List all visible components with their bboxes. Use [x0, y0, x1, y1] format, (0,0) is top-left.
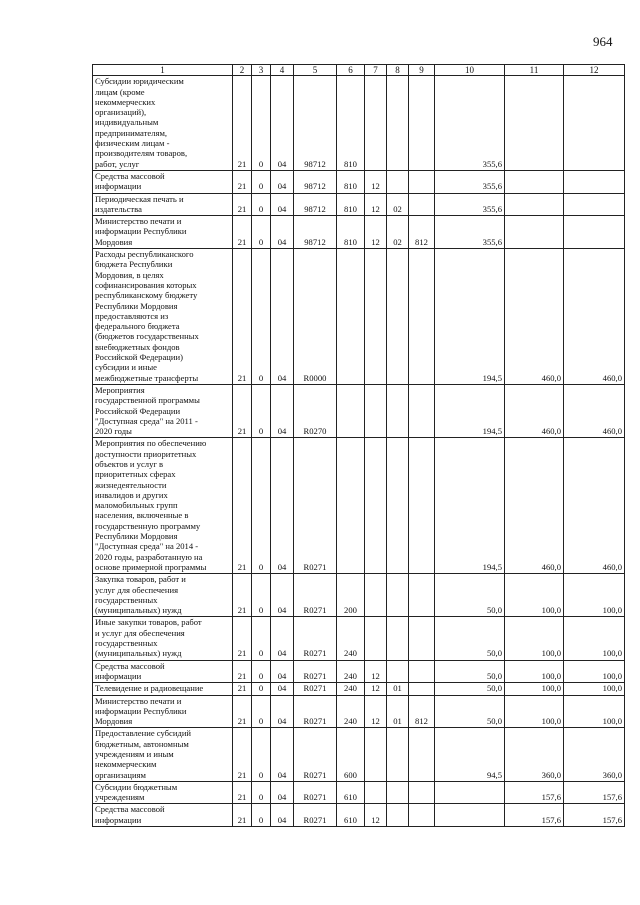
row-value-cell	[365, 728, 387, 781]
row-value-cell: 04	[271, 76, 294, 171]
row-value-cell: 157,6	[505, 804, 564, 827]
row-value-cell: 0	[252, 695, 271, 728]
row-value-cell	[365, 781, 387, 804]
row-value-cell: 21	[233, 695, 252, 728]
table-row	[93, 781, 625, 804]
row-value-cell	[387, 728, 409, 781]
table-row	[93, 728, 625, 781]
row-value-cell: 04	[271, 438, 294, 574]
row-value-cell	[409, 683, 435, 695]
row-value-cell	[365, 438, 387, 574]
row-value-cell: 21	[233, 660, 252, 683]
row-value-cell: 0	[252, 384, 271, 437]
column-header: 12	[564, 65, 625, 76]
row-value-cell	[365, 617, 387, 660]
row-value-cell: 01	[387, 695, 409, 728]
row-value-cell	[337, 438, 365, 574]
row-value-cell: 194,5	[435, 249, 505, 385]
row-value-cell: 04	[271, 384, 294, 437]
table-row	[93, 216, 625, 249]
row-value-cell: 100,0	[564, 660, 625, 683]
row-value-cell: 240	[337, 695, 365, 728]
table-row	[93, 660, 625, 683]
table-row	[93, 574, 625, 617]
row-value-cell	[409, 728, 435, 781]
row-value-cell: 12	[365, 660, 387, 683]
row-value-cell: R0271	[294, 683, 337, 695]
column-header: 8	[387, 65, 409, 76]
row-value-cell: 240	[337, 617, 365, 660]
row-name-cell: Субсидии юридическим лицам (кроме некоммерческих организаций), индивидуальным предпринимателям, физическим лицам - производителям товаров, работ, услуг	[93, 76, 233, 171]
row-value-cell: 600	[337, 728, 365, 781]
table-row	[93, 193, 625, 216]
table-row	[93, 695, 625, 728]
row-value-cell	[387, 574, 409, 617]
row-value-cell: 610	[337, 781, 365, 804]
row-value-cell: 04	[271, 216, 294, 249]
row-value-cell: 100,0	[505, 617, 564, 660]
table-header-row	[93, 65, 625, 76]
row-name-cell: Средства массовой информации	[93, 170, 233, 193]
row-value-cell	[387, 76, 409, 171]
row-value-cell: R0271	[294, 695, 337, 728]
row-value-cell	[409, 76, 435, 171]
row-value-cell	[365, 384, 387, 437]
row-value-cell	[387, 438, 409, 574]
row-value-cell	[435, 804, 505, 827]
row-value-cell	[505, 170, 564, 193]
row-value-cell: 21	[233, 781, 252, 804]
row-value-cell: 12	[365, 804, 387, 827]
row-name-cell: Мероприятия по обеспечению доступности приоритетных объектов и услуг в приоритетных сферах жизнедеятельности инвалидов и других маломобильных групп населения, включенные в государственную программу Республики Мордовия "Доступная среда" на 2014 - 2020 годы, разработанную на основе примерной программы	[93, 438, 233, 574]
row-name-cell: Расходы республиканского бюджета Республики Мордовия, в целях софинансирования которых республиканскому бюджету Республики Мордовия предоставляются из федерального бюджета (бюджетов государственных внебюджетных фондов Российской Федерации) субсидии и иные межбюджетные трансферты	[93, 249, 233, 385]
row-value-cell: 0	[252, 216, 271, 249]
row-value-cell: 94,5	[435, 728, 505, 781]
column-header: 6	[337, 65, 365, 76]
row-value-cell: 04	[271, 249, 294, 385]
row-value-cell: R0271	[294, 781, 337, 804]
row-value-cell: 04	[271, 683, 294, 695]
row-value-cell	[409, 170, 435, 193]
row-value-cell: 194,5	[435, 384, 505, 437]
column-header: 4	[271, 65, 294, 76]
row-value-cell: 0	[252, 193, 271, 216]
column-header: 2	[233, 65, 252, 76]
table-row	[93, 249, 625, 385]
table-row	[93, 76, 625, 171]
row-value-cell: 0	[252, 660, 271, 683]
row-value-cell: 50,0	[435, 574, 505, 617]
row-value-cell: 100,0	[564, 695, 625, 728]
row-value-cell: 04	[271, 170, 294, 193]
table-row	[93, 170, 625, 193]
column-header: 3	[252, 65, 271, 76]
row-value-cell: 460,0	[505, 249, 564, 385]
row-value-cell: 0	[252, 249, 271, 385]
row-value-cell	[505, 193, 564, 216]
row-value-cell: 02	[387, 193, 409, 216]
row-value-cell: 0	[252, 728, 271, 781]
row-value-cell	[365, 76, 387, 171]
row-value-cell: 98712	[294, 76, 337, 171]
row-name-cell: Средства массовой информации	[93, 660, 233, 683]
row-value-cell: 04	[271, 804, 294, 827]
row-value-cell: R0271	[294, 574, 337, 617]
row-value-cell: 0	[252, 438, 271, 574]
row-value-cell	[409, 384, 435, 437]
row-value-cell: 355,6	[435, 170, 505, 193]
row-value-cell: 21	[233, 193, 252, 216]
row-value-cell: 355,6	[435, 193, 505, 216]
table-row	[93, 804, 625, 827]
row-value-cell	[409, 574, 435, 617]
column-header: 10	[435, 65, 505, 76]
row-value-cell	[409, 804, 435, 827]
row-value-cell: 21	[233, 170, 252, 193]
row-name-cell: Министерство печати и информации Республики Мордовия	[93, 695, 233, 728]
row-value-cell	[387, 249, 409, 385]
row-value-cell: 04	[271, 193, 294, 216]
row-value-cell	[409, 193, 435, 216]
table-row	[93, 617, 625, 660]
row-value-cell: 810	[337, 216, 365, 249]
row-value-cell: R0000	[294, 249, 337, 385]
row-value-cell	[387, 384, 409, 437]
row-value-cell: 460,0	[505, 438, 564, 574]
row-value-cell	[365, 249, 387, 385]
row-value-cell: 21	[233, 249, 252, 385]
row-value-cell	[409, 660, 435, 683]
row-name-cell: Периодическая печать и издательства	[93, 193, 233, 216]
row-value-cell: 355,6	[435, 76, 505, 171]
row-value-cell: 0	[252, 617, 271, 660]
row-value-cell	[435, 781, 505, 804]
row-value-cell: 98712	[294, 193, 337, 216]
row-value-cell	[387, 170, 409, 193]
row-value-cell	[409, 249, 435, 385]
row-value-cell: 100,0	[505, 695, 564, 728]
row-value-cell: 21	[233, 384, 252, 437]
row-value-cell: 12	[365, 193, 387, 216]
row-value-cell: 0	[252, 804, 271, 827]
row-value-cell: 100,0	[564, 574, 625, 617]
row-value-cell: R0271	[294, 728, 337, 781]
column-header: 5	[294, 65, 337, 76]
row-value-cell: 04	[271, 617, 294, 660]
row-value-cell: 240	[337, 683, 365, 695]
row-value-cell: 04	[271, 660, 294, 683]
table-body	[93, 76, 625, 827]
row-value-cell: 04	[271, 574, 294, 617]
row-value-cell	[409, 438, 435, 574]
row-value-cell: 100,0	[505, 574, 564, 617]
row-value-cell	[387, 660, 409, 683]
row-value-cell: 0	[252, 683, 271, 695]
row-name-cell: Телевидение и радиовещание	[93, 683, 233, 695]
row-value-cell: 460,0	[564, 384, 625, 437]
row-value-cell: 21	[233, 804, 252, 827]
row-value-cell: 812	[409, 695, 435, 728]
row-value-cell: 100,0	[564, 617, 625, 660]
table-row	[93, 683, 625, 695]
row-value-cell: 360,0	[505, 728, 564, 781]
row-value-cell: 460,0	[564, 249, 625, 385]
row-value-cell	[564, 193, 625, 216]
row-value-cell: 240	[337, 660, 365, 683]
row-value-cell: 100,0	[505, 660, 564, 683]
row-value-cell	[564, 170, 625, 193]
row-value-cell: 04	[271, 781, 294, 804]
row-value-cell: 21	[233, 216, 252, 249]
page-number: 964	[593, 34, 613, 49]
row-value-cell	[505, 216, 564, 249]
row-value-cell: 12	[365, 170, 387, 193]
row-value-cell: 04	[271, 728, 294, 781]
row-value-cell: 0	[252, 170, 271, 193]
row-value-cell	[387, 617, 409, 660]
row-value-cell: 810	[337, 76, 365, 171]
row-value-cell	[365, 574, 387, 617]
row-value-cell	[337, 384, 365, 437]
budget-table	[92, 64, 625, 827]
column-header: 1	[93, 65, 233, 76]
row-value-cell: R0270	[294, 384, 337, 437]
row-value-cell: 21	[233, 438, 252, 574]
row-value-cell: 200	[337, 574, 365, 617]
row-value-cell	[387, 804, 409, 827]
row-name-cell: Мероприятия государственной программы Российской Федерации "Доступная среда" на 2011 - 2020 годы	[93, 384, 233, 437]
row-value-cell: 460,0	[564, 438, 625, 574]
row-value-cell: 157,6	[505, 781, 564, 804]
row-value-cell: 460,0	[505, 384, 564, 437]
row-value-cell: 100,0	[505, 683, 564, 695]
column-header: 7	[365, 65, 387, 76]
row-value-cell: 50,0	[435, 660, 505, 683]
row-value-cell: 04	[271, 695, 294, 728]
row-name-cell: Закупка товаров, работ и услуг для обеспечения государственных (муниципальных) нужд	[93, 574, 233, 617]
table-row	[93, 438, 625, 574]
row-value-cell	[564, 76, 625, 171]
row-value-cell	[409, 617, 435, 660]
row-name-cell: Иные закупки товаров, работ и услуг для обеспечения государственных (муниципальных) нужд	[93, 617, 233, 660]
row-value-cell: 12	[365, 216, 387, 249]
row-value-cell	[337, 249, 365, 385]
row-value-cell: 810	[337, 170, 365, 193]
row-value-cell	[409, 781, 435, 804]
row-value-cell: 50,0	[435, 683, 505, 695]
row-value-cell: R0271	[294, 660, 337, 683]
row-value-cell	[505, 76, 564, 171]
table-row	[93, 384, 625, 437]
row-value-cell: 810	[337, 193, 365, 216]
row-value-cell: 50,0	[435, 695, 505, 728]
row-value-cell: 21	[233, 574, 252, 617]
row-value-cell: 812	[409, 216, 435, 249]
row-value-cell: 194,5	[435, 438, 505, 574]
row-value-cell: 01	[387, 683, 409, 695]
row-value-cell: 100,0	[564, 683, 625, 695]
row-value-cell	[387, 781, 409, 804]
row-name-cell: Министерство печати и информации Республики Мордовия	[93, 216, 233, 249]
row-value-cell: 157,6	[564, 804, 625, 827]
row-value-cell: 355,6	[435, 216, 505, 249]
row-value-cell: R0271	[294, 804, 337, 827]
row-name-cell: Субсидии бюджетным учреждениям	[93, 781, 233, 804]
row-value-cell: 50,0	[435, 617, 505, 660]
row-value-cell: 02	[387, 216, 409, 249]
row-value-cell: 98712	[294, 170, 337, 193]
row-value-cell: 360,0	[564, 728, 625, 781]
row-value-cell: 21	[233, 683, 252, 695]
row-value-cell: R0271	[294, 438, 337, 574]
row-value-cell: 157,6	[564, 781, 625, 804]
row-value-cell: 21	[233, 617, 252, 660]
row-value-cell: 21	[233, 76, 252, 171]
row-value-cell: 0	[252, 781, 271, 804]
row-value-cell: R0271	[294, 617, 337, 660]
column-header: 9	[409, 65, 435, 76]
row-value-cell: 610	[337, 804, 365, 827]
row-value-cell: 12	[365, 695, 387, 728]
row-name-cell: Предоставление субсидий бюджетным, автономным учреждениям и иным некоммерческим организациям	[93, 728, 233, 781]
row-value-cell: 98712	[294, 216, 337, 249]
row-value-cell: 0	[252, 76, 271, 171]
row-value-cell: 12	[365, 683, 387, 695]
row-value-cell: 0	[252, 574, 271, 617]
column-header: 11	[505, 65, 564, 76]
row-value-cell: 21	[233, 728, 252, 781]
row-name-cell: Средства массовой информации	[93, 804, 233, 827]
row-value-cell	[564, 216, 625, 249]
